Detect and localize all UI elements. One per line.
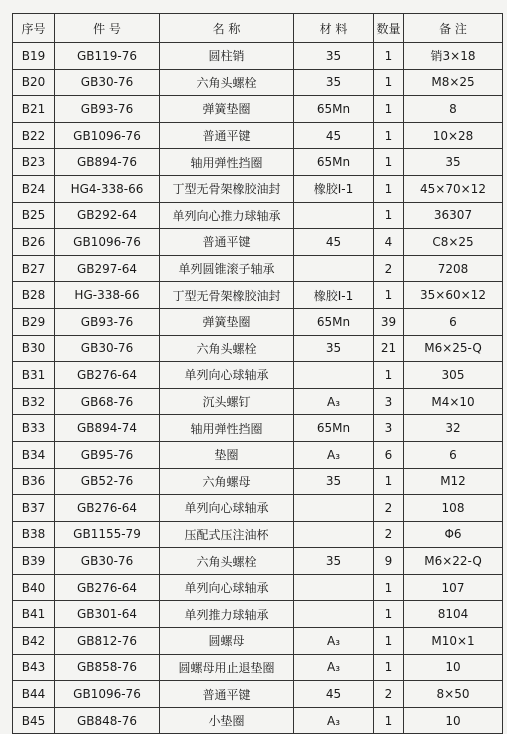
table-row (13, 282, 503, 309)
cell-name: 轴用弹性挡圈 (160, 149, 294, 176)
cell-no: B21 (13, 96, 55, 123)
table-row (13, 681, 503, 708)
cell-name: 单列推力球轴承 (160, 601, 294, 628)
cell-name: 丁型无骨架橡胶油封 (160, 175, 294, 202)
table-row (13, 548, 503, 575)
cell-material (294, 202, 374, 229)
cell-material: 45 (294, 229, 374, 256)
cell-code: GB276-64 (55, 362, 160, 389)
cell-note: 107 (404, 574, 503, 601)
table-row (13, 521, 503, 548)
cell-qty: 4 (374, 229, 404, 256)
table-row (13, 335, 503, 362)
cell-qty: 21 (374, 335, 404, 362)
cell-note: 8×50 (404, 681, 503, 708)
cell-no: B34 (13, 441, 55, 468)
cell-qty: 1 (374, 362, 404, 389)
cell-no: B20 (13, 69, 55, 96)
cell-code: GB1096-76 (55, 681, 160, 708)
cell-material (294, 574, 374, 601)
table-row (13, 229, 503, 256)
cell-no: B40 (13, 574, 55, 601)
cell-no: B36 (13, 468, 55, 495)
cell-name: 小垫圈 (160, 707, 294, 734)
cell-no: B45 (13, 707, 55, 734)
table-row (13, 415, 503, 442)
cell-qty: 6 (374, 441, 404, 468)
cell-code: GB858-76 (55, 654, 160, 681)
table-row (13, 495, 503, 522)
cell-note: 10 (404, 707, 503, 734)
cell-code: GB1096-76 (55, 229, 160, 256)
cell-note: 108 (404, 495, 503, 522)
cell-material: 橡胶I-1 (294, 282, 374, 309)
table-row (13, 308, 503, 335)
cell-note: M6×22-Q (404, 548, 503, 575)
cell-qty: 1 (374, 654, 404, 681)
cell-no: B31 (13, 362, 55, 389)
cell-code: GB95-76 (55, 441, 160, 468)
header-row (13, 14, 503, 43)
table-header (13, 14, 503, 43)
cell-note: 35×60×12 (404, 282, 503, 309)
cell-name: 六角头螺栓 (160, 335, 294, 362)
cell-code: GB301-64 (55, 601, 160, 628)
cell-note: 32 (404, 415, 503, 442)
cell-material: 35 (294, 43, 374, 70)
cell-material (294, 601, 374, 628)
cell-name: 普通平键 (160, 681, 294, 708)
cell-qty: 3 (374, 415, 404, 442)
cell-name: 六角头螺栓 (160, 69, 294, 96)
table-row (13, 122, 503, 149)
table-row (13, 96, 503, 123)
cell-no: B32 (13, 388, 55, 415)
table-row (13, 628, 503, 655)
table-row (13, 149, 503, 176)
cell-no: B33 (13, 415, 55, 442)
cell-qty: 2 (374, 681, 404, 708)
cell-material: A₃ (294, 441, 374, 468)
cell-no: B28 (13, 282, 55, 309)
cell-code: GB894-76 (55, 149, 160, 176)
cell-name: 弹簧垫圈 (160, 96, 294, 123)
cell-code: GB276-64 (55, 574, 160, 601)
cell-no: B19 (13, 43, 55, 70)
cell-code: GB276-64 (55, 495, 160, 522)
header-qty: 数量 (374, 14, 404, 43)
cell-name: 单列圆锥滚子轴承 (160, 255, 294, 282)
cell-no: B29 (13, 308, 55, 335)
cell-code: HG4-338-66 (55, 175, 160, 202)
cell-note: 8 (404, 96, 503, 123)
cell-note: 6 (404, 441, 503, 468)
cell-code: GB848-76 (55, 707, 160, 734)
table-row (13, 388, 503, 415)
cell-material: 65Mn (294, 96, 374, 123)
cell-qty: 2 (374, 255, 404, 282)
cell-no: B24 (13, 175, 55, 202)
cell-note: M12 (404, 468, 503, 495)
cell-qty: 1 (374, 628, 404, 655)
table-row (13, 43, 503, 70)
cell-qty: 3 (374, 388, 404, 415)
table-row (13, 601, 503, 628)
table-row (13, 574, 503, 601)
cell-material: A₃ (294, 654, 374, 681)
header-code: 件 号 (55, 14, 160, 43)
cell-name: 圆螺母用止退垫圈 (160, 654, 294, 681)
cell-no: B44 (13, 681, 55, 708)
cell-note: M10×1 (404, 628, 503, 655)
cell-qty: 1 (374, 202, 404, 229)
cell-name: 沉头螺钉 (160, 388, 294, 415)
cell-material: 65Mn (294, 149, 374, 176)
cell-no: B23 (13, 149, 55, 176)
table-row (13, 255, 503, 282)
cell-no: B43 (13, 654, 55, 681)
cell-name: 单列向心球轴承 (160, 362, 294, 389)
cell-note: 45×70×12 (404, 175, 503, 202)
cell-code: GB93-76 (55, 308, 160, 335)
cell-material: 35 (294, 335, 374, 362)
cell-name: 单列向心球轴承 (160, 495, 294, 522)
cell-note: 35 (404, 149, 503, 176)
cell-no: B30 (13, 335, 55, 362)
cell-code: HG-338-66 (55, 282, 160, 309)
cell-name: 圆螺母 (160, 628, 294, 655)
header-material: 材 料 (294, 14, 374, 43)
cell-qty: 1 (374, 282, 404, 309)
header-note: 备 注 (404, 14, 503, 43)
cell-qty: 1 (374, 574, 404, 601)
cell-qty: 2 (374, 521, 404, 548)
cell-name: 压配式压注油杯 (160, 521, 294, 548)
cell-name: 单列向心推力球轴承 (160, 202, 294, 229)
cell-code: GB30-76 (55, 69, 160, 96)
cell-qty: 1 (374, 43, 404, 70)
parts-table (12, 13, 503, 734)
cell-no: B26 (13, 229, 55, 256)
cell-code: GB30-76 (55, 548, 160, 575)
cell-name: 弹簧垫圈 (160, 308, 294, 335)
header-no: 序号 (13, 14, 55, 43)
cell-code: GB68-76 (55, 388, 160, 415)
cell-note: M6×25-Q (404, 335, 503, 362)
cell-material: 45 (294, 681, 374, 708)
cell-code: GB1155-79 (55, 521, 160, 548)
cell-qty: 2 (374, 495, 404, 522)
cell-note: 305 (404, 362, 503, 389)
cell-material: 35 (294, 69, 374, 96)
cell-material: 65Mn (294, 308, 374, 335)
cell-material: A₃ (294, 628, 374, 655)
cell-note: 6 (404, 308, 503, 335)
cell-material: 45 (294, 122, 374, 149)
cell-code: GB30-76 (55, 335, 160, 362)
table-body (13, 43, 503, 734)
cell-material (294, 362, 374, 389)
header-name: 名 称 (160, 14, 294, 43)
cell-no: B37 (13, 495, 55, 522)
cell-no: B41 (13, 601, 55, 628)
cell-material: A₃ (294, 707, 374, 734)
cell-no: B42 (13, 628, 55, 655)
cell-name: 垫圈 (160, 441, 294, 468)
table-row (13, 175, 503, 202)
cell-name: 六角螺母 (160, 468, 294, 495)
cell-qty: 1 (374, 69, 404, 96)
cell-no: B27 (13, 255, 55, 282)
cell-name: 丁型无骨架橡胶油封 (160, 282, 294, 309)
cell-note: 销3×18 (404, 43, 503, 70)
cell-material (294, 495, 374, 522)
table-row (13, 468, 503, 495)
table-row (13, 654, 503, 681)
cell-code: GB93-76 (55, 96, 160, 123)
cell-qty: 1 (374, 601, 404, 628)
cell-no: B38 (13, 521, 55, 548)
cell-name: 普通平键 (160, 229, 294, 256)
cell-code: GB292-64 (55, 202, 160, 229)
cell-code: GB52-76 (55, 468, 160, 495)
cell-note: 10×28 (404, 122, 503, 149)
cell-name: 圆柱销 (160, 43, 294, 70)
cell-no: B22 (13, 122, 55, 149)
cell-note: M4×10 (404, 388, 503, 415)
cell-material (294, 255, 374, 282)
cell-qty: 1 (374, 707, 404, 734)
cell-material: 65Mn (294, 415, 374, 442)
table-row (13, 441, 503, 468)
cell-name: 六角头螺栓 (160, 548, 294, 575)
cell-qty: 1 (374, 96, 404, 123)
cell-qty: 1 (374, 149, 404, 176)
cell-note: 10 (404, 654, 503, 681)
cell-name: 单列向心球轴承 (160, 574, 294, 601)
cell-qty: 1 (374, 468, 404, 495)
cell-note: 36307 (404, 202, 503, 229)
table-row (13, 69, 503, 96)
cell-code: GB119-76 (55, 43, 160, 70)
cell-code: GB1096-76 (55, 122, 160, 149)
cell-qty: 39 (374, 308, 404, 335)
cell-note: 7208 (404, 255, 503, 282)
cell-material (294, 521, 374, 548)
cell-qty: 9 (374, 548, 404, 575)
cell-code: GB297-64 (55, 255, 160, 282)
cell-material: A₃ (294, 388, 374, 415)
cell-name: 普通平键 (160, 122, 294, 149)
cell-no: B25 (13, 202, 55, 229)
cell-note: Φ6 (404, 521, 503, 548)
cell-qty: 1 (374, 175, 404, 202)
cell-name: 轴用弹性挡圈 (160, 415, 294, 442)
table-row (13, 202, 503, 229)
cell-note: 8104 (404, 601, 503, 628)
cell-note: C8×25 (404, 229, 503, 256)
cell-material: 35 (294, 468, 374, 495)
cell-material: 35 (294, 548, 374, 575)
cell-note: M8×25 (404, 69, 503, 96)
table-row (13, 707, 503, 734)
cell-no: B39 (13, 548, 55, 575)
cell-material: 橡胶I-1 (294, 175, 374, 202)
cell-qty: 1 (374, 122, 404, 149)
table-row (13, 362, 503, 389)
cell-code: GB894-74 (55, 415, 160, 442)
cell-code: GB812-76 (55, 628, 160, 655)
